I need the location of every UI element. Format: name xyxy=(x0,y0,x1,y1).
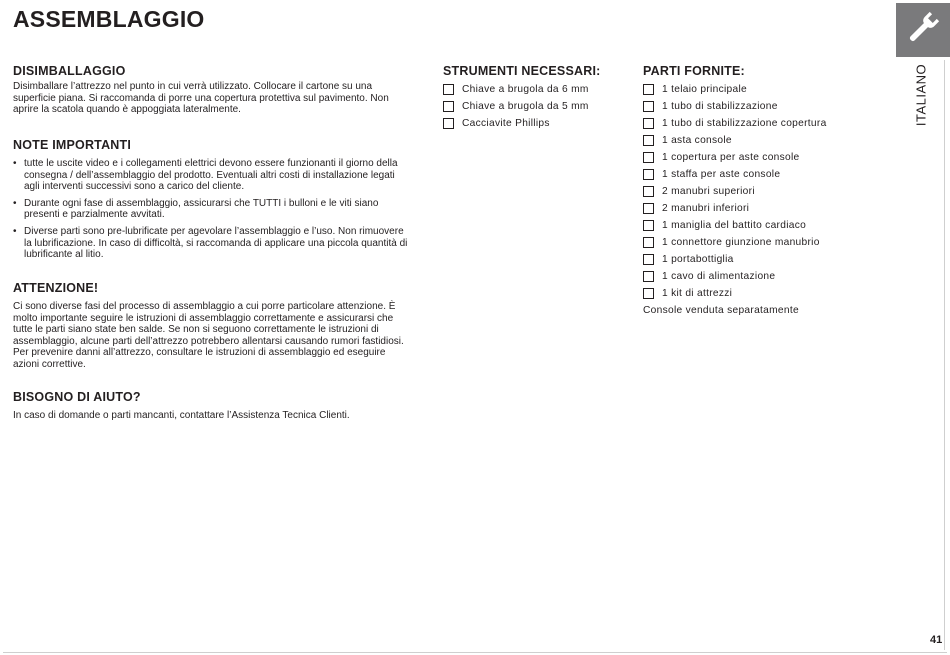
list-item xyxy=(643,166,843,183)
checkbox-icon xyxy=(643,118,654,129)
list-item xyxy=(643,115,843,132)
checkbox-icon xyxy=(643,203,654,214)
parts-heading: PARTI FORNITE: xyxy=(643,64,745,78)
attention-section xyxy=(13,281,408,371)
checkbox-icon xyxy=(443,118,454,129)
checkbox-icon xyxy=(643,237,654,248)
part-label: 2 manubri superiori xyxy=(662,186,755,197)
part-label: 1 asta console xyxy=(662,135,732,146)
list-item xyxy=(443,115,623,132)
list-item xyxy=(643,98,843,115)
list-item xyxy=(643,217,843,234)
list-item xyxy=(643,183,843,200)
wrench-icon xyxy=(904,9,942,52)
part-label: 1 connettore giunzione manubrio xyxy=(662,237,820,248)
bullet-icon: • xyxy=(13,158,17,169)
section-tab xyxy=(896,3,950,57)
checkbox-icon xyxy=(643,254,654,265)
tools-list xyxy=(443,81,623,132)
part-label: 1 tubo di stabilizzazione xyxy=(662,101,778,112)
note-text: Durante ogni fase di assemblaggio, assicurarsi che TUTTI i bulloni e le viti siano presenti e parzialmente avvitati. xyxy=(24,197,379,221)
notes-section xyxy=(13,138,408,266)
list-item xyxy=(13,198,408,221)
list-item xyxy=(643,200,843,217)
unpacking-heading: DISIMBALLAGGIO xyxy=(13,64,126,78)
tools-column xyxy=(443,64,623,132)
page-number: 41 xyxy=(930,634,943,646)
parts-note: Console venduta separatamente xyxy=(643,305,799,316)
parts-list xyxy=(643,81,843,302)
checkbox-icon xyxy=(643,101,654,112)
bullet-icon: • xyxy=(13,225,17,237)
part-label: 1 copertura per aste console xyxy=(662,152,800,163)
checkbox-icon xyxy=(643,186,654,197)
side-divider xyxy=(944,60,945,650)
checkbox-icon xyxy=(643,152,654,163)
list-item xyxy=(13,226,408,261)
attention-text: Ci sono diverse fasi del processo di assemblaggio a cui porre particolare attenzione. È molto importante seguire le istruzioni di assemblaggio correttamente e assicurarsi che tutte le parti siano state ben salde. Se non si seguono correttamente le istruzioni di assemblaggio, alcune parti dell’attrezzo potrebbero allentarsi causando rumori fastidiosi. Per prevenire danni all’attrezzo, consultare le istruzioni di assemblaggio ed eseguire azioni correttive. xyxy=(13,301,404,370)
list-item xyxy=(443,81,623,98)
help-heading: BISOGNO DI AIUTO? xyxy=(13,390,141,404)
part-label: 1 portabottiglia xyxy=(662,254,734,265)
checkbox-icon xyxy=(643,169,654,180)
list-item xyxy=(643,132,843,149)
bullet-icon: • xyxy=(13,197,17,209)
list-item xyxy=(643,81,843,98)
attention-heading: ATTENZIONE! xyxy=(13,281,99,295)
tool-label: Chiave a brugola da 6 mm xyxy=(462,84,589,95)
part-label: 1 staffa per aste console xyxy=(662,169,781,180)
checkbox-icon xyxy=(443,84,454,95)
part-label: 1 kit di attrezzi xyxy=(662,288,733,299)
checkbox-icon xyxy=(643,220,654,231)
checkbox-icon xyxy=(443,101,454,112)
list-item xyxy=(643,268,843,285)
part-label: 1 cavo di alimentazione xyxy=(662,271,776,282)
bottom-divider xyxy=(3,652,947,653)
part-label: 2 manubri inferiori xyxy=(662,203,750,214)
help-text: In caso di domande o parti mancanti, contattare l’Assistenza Tecnica Clienti. xyxy=(13,410,350,421)
unpacking-section xyxy=(13,64,408,116)
tools-heading: STRUMENTI NECESSARI: xyxy=(443,64,601,78)
list-item xyxy=(643,285,843,302)
notes-heading: NOTE IMPORTANTI xyxy=(13,138,132,152)
checkbox-icon xyxy=(643,84,654,95)
part-label: 1 telaio principale xyxy=(662,84,747,95)
parts-column xyxy=(643,64,843,319)
unpacking-text: Disimballare l’attrezzo nel punto in cui verrà utilizzato. Collocare il cartone su una superficie piana. Si raccomanda di porre una copertura protettiva sul pavimento. Non aprire la scatola quando è appoggiata lateralmente. xyxy=(13,81,389,116)
list-item xyxy=(13,158,408,193)
part-label: 1 maniglia del battito cardiaco xyxy=(662,220,807,231)
note-text: Diverse parti sono pre-lubrificate per agevolare l’assemblaggio e l’uso. Non rimuovere la lubrificazione. In caso di difficoltà, si raccomanda di applicare una piccola quantità di lubrificante al litio. xyxy=(24,225,408,261)
tool-label: Cacciavite Phillips xyxy=(462,118,550,129)
part-label: 1 tubo di stabilizzazione copertura xyxy=(662,118,827,129)
list-item xyxy=(643,251,843,268)
notes-list xyxy=(13,158,408,261)
tool-label: Chiave a brugola da 5 mm xyxy=(462,101,589,112)
page-title: ASSEMBLAGGIO xyxy=(13,6,205,32)
list-item xyxy=(643,234,843,251)
checkbox-icon xyxy=(643,271,654,282)
list-item xyxy=(443,98,623,115)
help-section xyxy=(13,390,408,422)
checkbox-icon xyxy=(643,135,654,146)
list-item xyxy=(643,149,843,166)
language-label: ITALIANO xyxy=(913,63,929,127)
checkbox-icon xyxy=(643,288,654,299)
note-text: tutte le uscite video e i collegamenti elettrici devono essere funzionanti il giorno della consegna / dell’assemblaggio del prodotto. Eventuali altri costi di installazione legati agli interventi successivi sono a carico del cliente. xyxy=(24,158,398,193)
